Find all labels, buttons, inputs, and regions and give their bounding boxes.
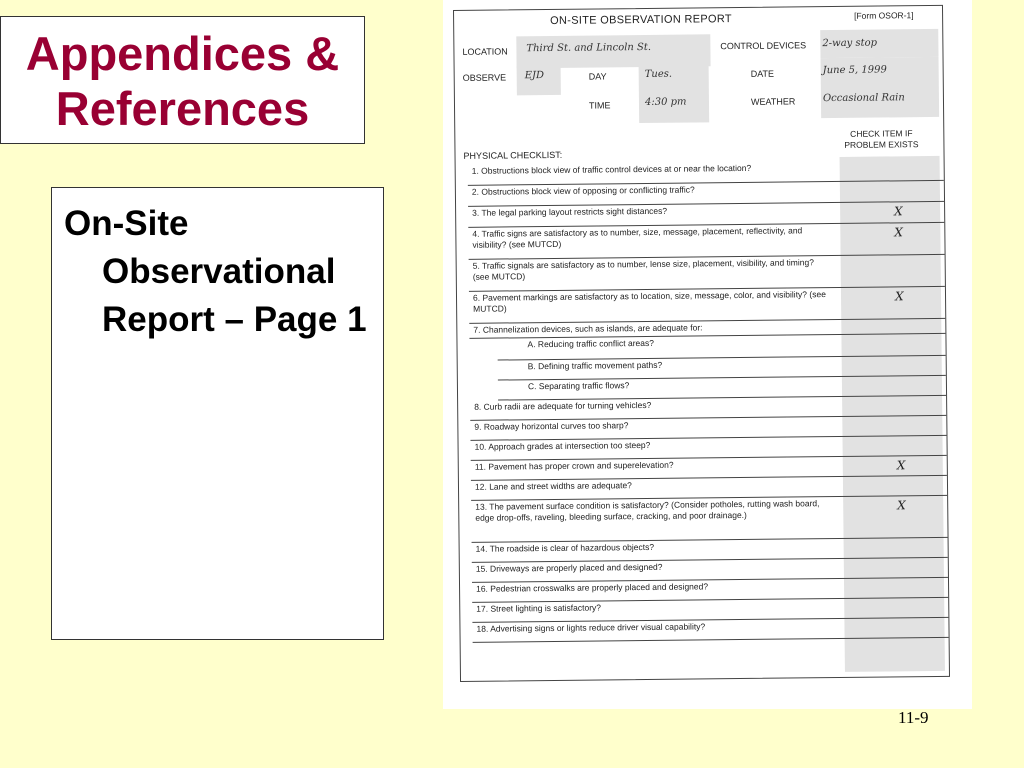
checklist-item-text: 13. The pavement surface condition is satisfactory? (Consider potholes, rutting wash board, edge drop-offs, raveling, bleeding surface, cracking, and poor drainage.) xyxy=(475,498,820,523)
checklist-item-mark: X xyxy=(894,225,903,240)
page-number: 11-9 xyxy=(898,708,929,727)
date-value: June 5, 1999 xyxy=(822,64,887,77)
date-label: DATE xyxy=(750,68,775,79)
location-label: LOCATION xyxy=(462,46,508,57)
checklist-item-text: 11. Pavement has proper crown and superelevation? xyxy=(474,459,674,472)
time-value: 4:30 pm xyxy=(644,96,687,108)
day-label: DAY xyxy=(588,71,607,82)
checklist-row xyxy=(471,495,947,543)
observation-form xyxy=(453,5,950,682)
slide-title-box xyxy=(0,16,365,144)
checklist-item-text: 17. Street lighting is satisfactory? xyxy=(476,602,602,614)
checklist-item-text: 3. The legal parking layout restricts sight distances? xyxy=(472,205,668,218)
checklist-item-mark: X xyxy=(897,498,906,513)
checklist-item-text: 18. Advertising signs or lights reduce driver visual capability? xyxy=(476,621,706,634)
day-value: Tues. xyxy=(644,68,673,80)
checklist-item-text: 14. The roadside is clear of hazardous objects? xyxy=(475,541,655,554)
time-label: TIME xyxy=(588,100,611,111)
checklist-item-text: 12. Lane and street widths are adequate? xyxy=(474,480,632,492)
scanned-form-image xyxy=(443,0,972,709)
checklist-label: PHYSICAL CHECKLIST: xyxy=(463,149,563,161)
weather-value: Occasional Rain xyxy=(822,92,905,105)
slide-body-text: On-Site Observational Report – Page 1 xyxy=(64,204,367,339)
checklist-item-mark: X xyxy=(896,458,906,473)
checklist-item-text: 16. Pedestrian crosswalks are properly placed and designed? xyxy=(476,581,709,594)
checklist-item-mark: X xyxy=(894,204,903,219)
observer-label: OBSERVE xyxy=(462,72,507,83)
checklist-item-text: A. Reducing traffic conflict areas? xyxy=(527,337,655,350)
checklist-item-text: 7. Channelization devices, such as islands, are adequate for: xyxy=(473,322,703,335)
form-id: [Form OSOR-1] xyxy=(854,10,914,21)
observer-value: EJD xyxy=(524,70,545,82)
checklist-item-text: 1. Obstructions block view of traffic control devices at or near the location? xyxy=(471,162,752,176)
form-title: ON-SITE OBSERVATION REPORT xyxy=(550,13,732,27)
weather-label: WEATHER xyxy=(750,96,796,107)
checklist-item-text: B. Defining traffic movement paths? xyxy=(527,359,663,372)
slide-body-box xyxy=(51,187,384,640)
checklist-item-text: 4. Traffic signs are satisfactory as to number, size, message, placement, reflectivity, and visibility? (see MUTCD) xyxy=(472,225,803,250)
checklist-item-text: 9. Roadway horizontal curves too sharp? xyxy=(474,420,629,432)
control-devices-label: CONTROL DEVICES xyxy=(720,40,807,52)
checklist-item-text: 10. Approach grades at intersection too steep? xyxy=(474,439,651,452)
control-devices-value: 2-way stop xyxy=(822,37,878,50)
checklist-item-mark: X xyxy=(894,289,904,304)
check-column-header: CHECK ITEM IF PROBLEM EXISTS xyxy=(844,128,919,150)
checklist-item-text: 5. Traffic signals are satisfactory as to number, lense size, placement, visibility, and timing? (see MUTCD) xyxy=(472,257,814,282)
checklist-item-text: 6. Pavement markings are satisfactory as to location, size, message, color, and visibility? (see MUTCD) xyxy=(472,289,826,314)
checklist-item-text: 8. Curb radii are adequate for turning vehicles? xyxy=(474,399,652,412)
slide-title-line2: References xyxy=(55,82,310,135)
checklist-item-text: C. Separating traffic flows? xyxy=(527,380,630,392)
slide-title-line1: Appendices & xyxy=(25,27,340,80)
location-value: Third St. and Lincoln St. xyxy=(526,41,652,55)
checklist-item-text: 15. Driveways are properly placed and designed? xyxy=(475,561,663,574)
checklist-item-text: 2. Obstructions block view of opposing or conflicting traffic? xyxy=(471,184,695,197)
